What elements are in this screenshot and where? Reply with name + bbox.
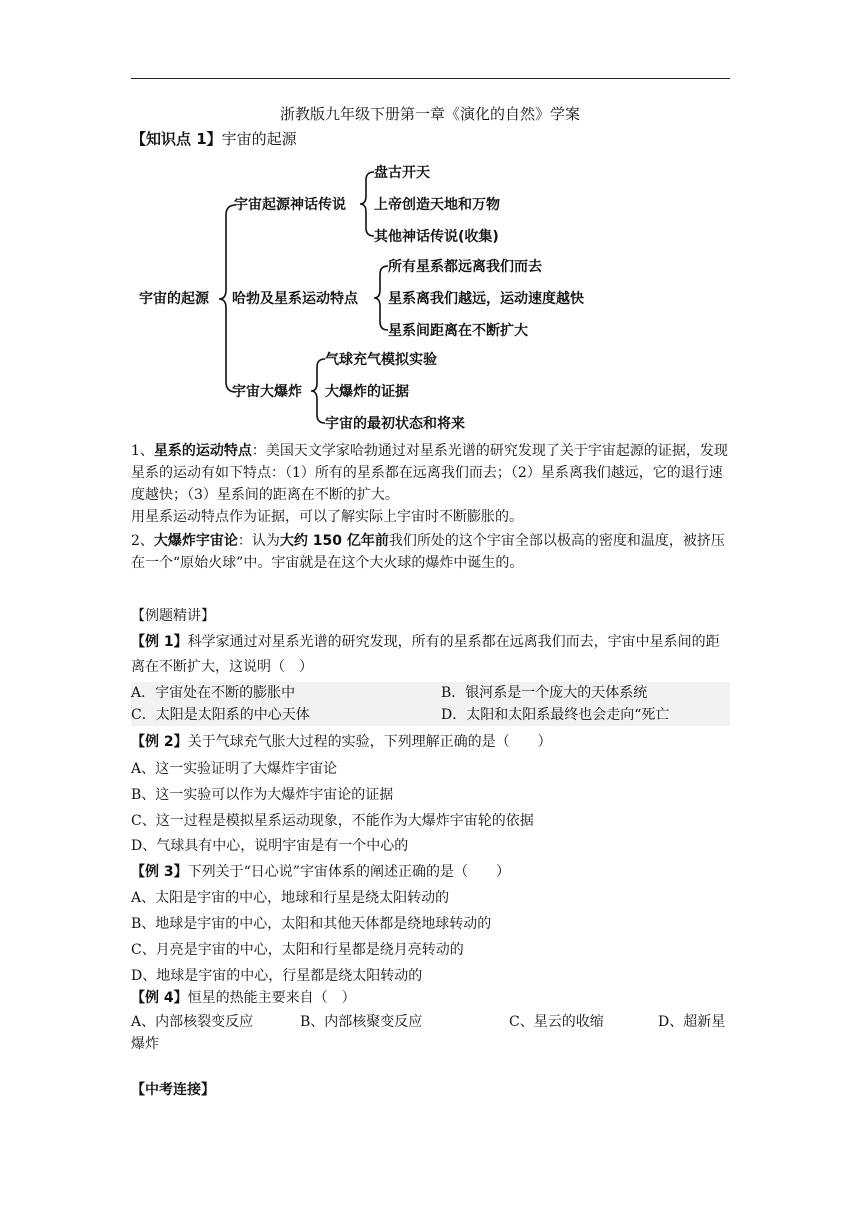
diagram-item: 气球充气模拟实验 <box>325 352 437 368</box>
example-4-option-a: A、内部核裂变反应 <box>131 1014 254 1030</box>
point-keyword: 星系的运动特点 <box>153 443 252 459</box>
diagram-braces <box>0 0 860 440</box>
example-1-option-b: B．银河系是一个庞大的天体系统 <box>441 685 648 701</box>
diagram-item: 所有星系都远离我们而去 <box>388 259 542 275</box>
example-4-option-b: B、内部核聚变反应 <box>300 1014 423 1030</box>
diagram-item: 盘古开天 <box>374 165 430 181</box>
point-number: 2、 <box>131 533 154 549</box>
point-number: 1、 <box>131 443 154 459</box>
example-4-stem <box>131 988 356 1008</box>
point-1-text <box>131 440 731 506</box>
example-tag: 【例 2】 <box>131 734 188 750</box>
example-1-option-d: D．太阳和太阳系最终也会走向“死亡 <box>441 707 670 723</box>
example-2-option-b: B、这一实验可以作为大爆炸宇宙论的证据 <box>131 787 394 803</box>
exam-link-heading: 【中考连接】 <box>131 1082 215 1098</box>
point-1 <box>131 440 731 528</box>
point-body: 我们所处的这个宇宙全部以极高的密度和温度，被挤压在一个“原始火球”中。宇宙就是在这个大火球的爆炸中诞生的。 <box>131 533 725 571</box>
example-tag: 【例 3】 <box>131 864 188 880</box>
diagram-item: 上帝创造天地和万物 <box>374 197 500 213</box>
example-stem-text: 关于气球充气胀大过程的实验，下列理解正确的是（ ） <box>187 734 552 750</box>
diagram-branch-myth: 宇宙起源神话传说 <box>234 197 346 213</box>
example-tag: 【例 1】 <box>131 634 188 650</box>
example-1-option-c: C．太阳是太阳系的中心天体 <box>131 707 310 723</box>
example-stem-text: 恒星的热能主要来自（ ） <box>187 990 356 1006</box>
diagram-item: 宇宙的最初状态和将来 <box>325 416 465 432</box>
example-stem-text: 下列关于“日心说”宇宙体系的阐述正确的是（ ） <box>187 864 510 880</box>
example-tag: 【例 4】 <box>131 990 188 1006</box>
example-4-option-d-wrap: 爆炸 <box>131 1036 159 1052</box>
diagram-root: 宇宙的起源 <box>139 291 209 307</box>
diagram-branch-bigbang: 宇宙大爆炸 <box>232 384 302 400</box>
document-title: 浙教版九年级下册第一章《演化的自然》学案 <box>279 105 580 123</box>
diagram-branch-hubble: 哈勃及星系运动特点 <box>232 291 358 307</box>
point-1-extra: 用星系运动特点作为证据，可以了解实际上宇宙时不断膨胀的。 <box>131 509 523 525</box>
example-1-stem <box>131 630 731 680</box>
example-stem-text: 科学家通过对星系光谱的研究发现，所有的星系都在远离我们而去，宇宙中星系间的距离在不断扩大，这说明（ ） <box>131 634 720 675</box>
point-2 <box>131 530 731 574</box>
examples-heading: 【例题精讲】 <box>131 608 215 624</box>
example-2-option-c: C、这一过程是模拟星系运动现象，不能作为大爆炸宇宙轮的依据 <box>131 813 534 829</box>
knowledge-point-title: 宇宙的起源 <box>221 130 297 148</box>
example-2-option-d: D、气球具有中心，说明宇宙是有一个中心的 <box>131 838 409 854</box>
diagram-item: 星系间距离在不断扩大 <box>388 323 528 339</box>
diagram-item: 星系离我们越远，运动速度越快 <box>388 291 584 307</box>
point-body: ：美国天文学家哈勃通过对星系光谱的研究发现了关于宇宙起源的证据，发现星系的运动有如下特点：（1）所有的星系都在远离我们而去；（2）星系离我们越远，它的退行速度越快；（3）星系间的距离在不断的扩大。 <box>131 443 728 503</box>
diagram-item: 大爆炸的证据 <box>325 384 409 400</box>
example-3-option-c: C、月亮是宇宙的中心，太阳和行星都是绕月亮转动的 <box>131 942 464 958</box>
point-keyword: 大爆炸宇宙论 <box>153 533 238 549</box>
example-1-option-a: A．宇宙处在不断的膨胀中 <box>131 685 296 701</box>
diagram-item: 其他神话传说(收集) <box>374 229 499 245</box>
example-2-stem <box>131 732 552 752</box>
knowledge-point-tag: 【知识点 1】 <box>131 130 222 148</box>
point-emphasis: 大约 150 亿年前 <box>279 533 389 549</box>
example-4-option-c: C、星云的收缩 <box>509 1014 604 1030</box>
point-body: ：认为 <box>237 533 280 549</box>
example-3-option-d: D、地球是宇宙的中心，行星都是绕太阳转动的 <box>131 968 423 984</box>
point-2-text <box>131 530 731 574</box>
example-3-stem <box>131 862 510 882</box>
example-3-option-a: A、太阳是宇宙的中心，地球和行星是绕太阳转动的 <box>131 890 450 906</box>
example-4-option-d: D、超新星 <box>658 1014 726 1030</box>
example-3-option-b: B、地球是宇宙的中心，太阳和其他天体都是绕地球转动的 <box>131 916 492 932</box>
example-2-option-a: A、这一实验证明了大爆炸宇宙论 <box>131 761 338 777</box>
